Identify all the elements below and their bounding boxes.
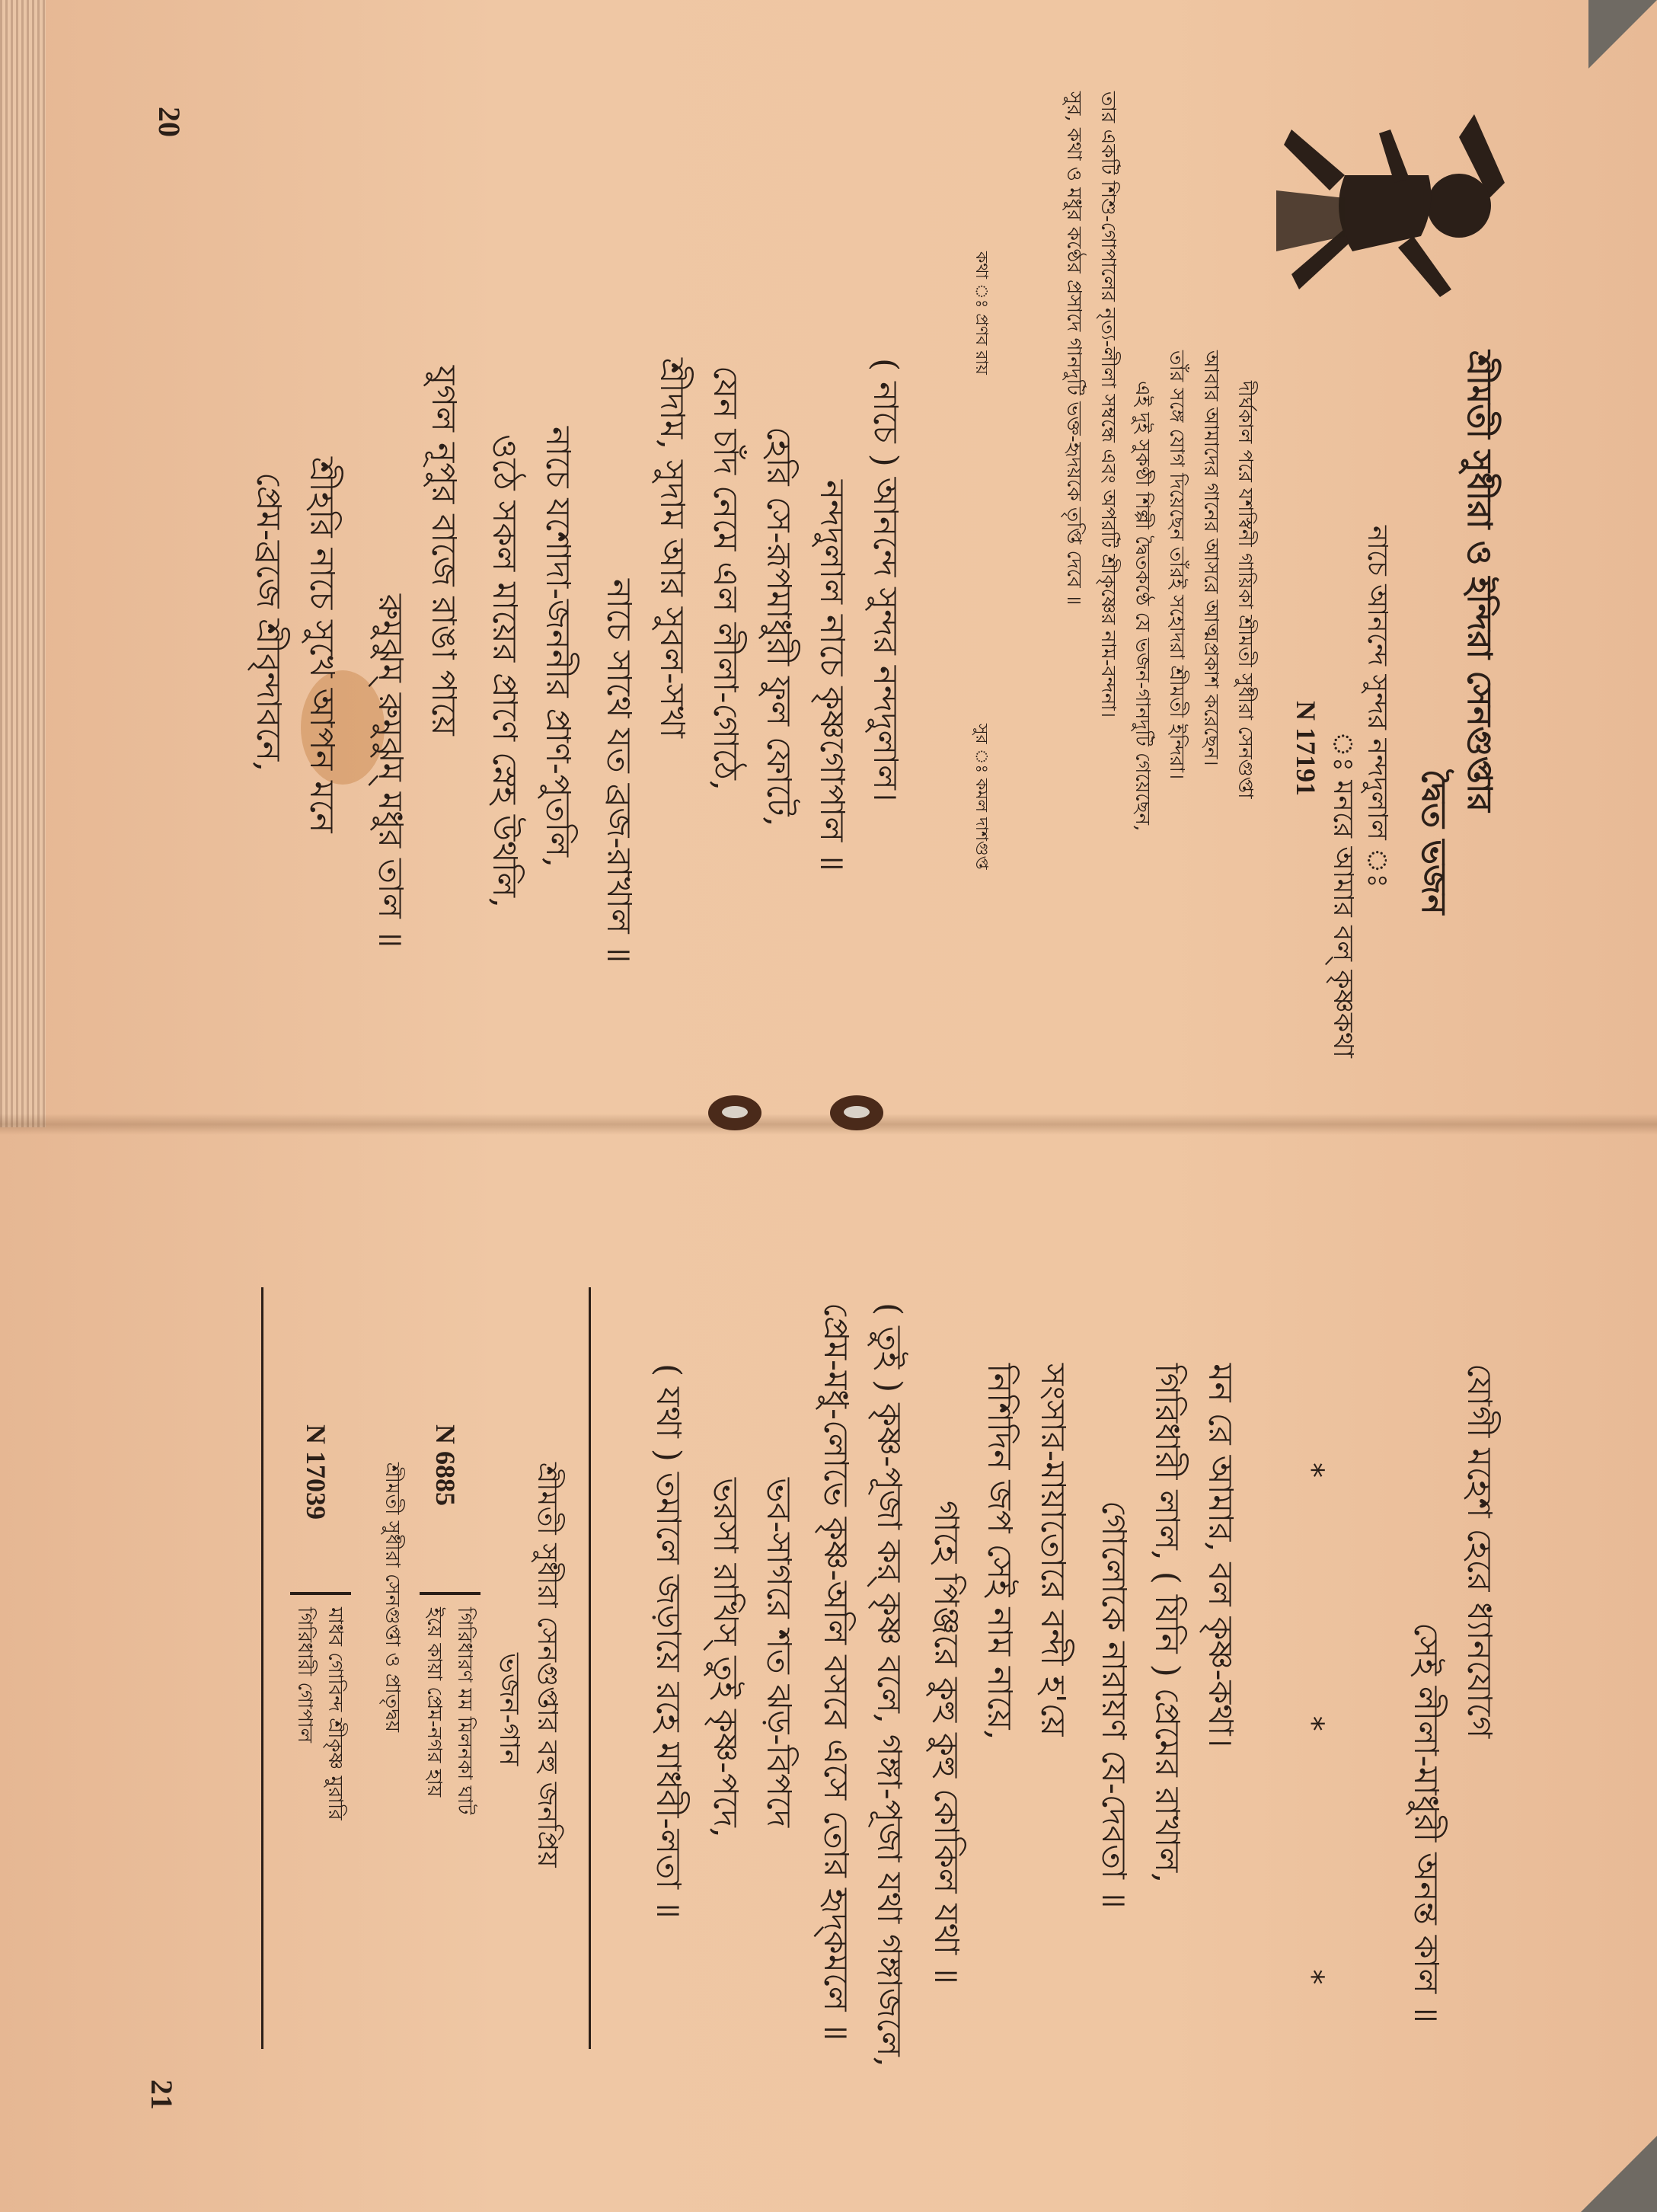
lyric-line: হেরি সে-রূপমাধুরী ফুল ফোটে,: [759, 427, 798, 827]
record-number: N 17039: [301, 1424, 331, 1520]
lyric-line: মন রে আমার, বল কৃষ্ণ-কথা।: [1201, 1363, 1240, 1748]
lyric-line: সেই লীলা-মাধুরী অনন্ত কাল ॥: [1406, 1622, 1445, 2024]
record-number: N 6885: [430, 1424, 461, 1506]
lyric-line: ভব-সাগরে শত ঝড়-বিপদে: [759, 1478, 798, 1828]
lyric-line: গোলোকে নারায়ণ যে-দেবতা ॥: [1094, 1501, 1133, 1909]
lyric-line: প্রেম-ব্রজে শ্রীবৃন্দাবনে,: [249, 472, 288, 772]
page-20: [0, 0, 1657, 1097]
lyric-line: গাহে পিঞ্জরে কুহু কুহু কোকিল যথা ॥: [927, 1501, 966, 1985]
lyric-line: শ্রীদাম, সুদাম আর সুবল-সখা: [653, 358, 691, 738]
lyric-line: ( নাচে ) আনন্দে সুন্দর নন্দদুলাল।: [866, 358, 905, 802]
page-21: [0, 1135, 1657, 2212]
dancing-krishna-illustration: [1266, 84, 1520, 312]
lyric-line: রুমুঝুম্ রুমুঝুম্ মধুর তাল ॥: [371, 594, 410, 948]
lyric-line: শ্রীহরি নাচে সুখে আপন মনে: [302, 457, 341, 833]
page-number: 21: [145, 2079, 179, 2110]
left-subtitle: দ্বৈত ভজন: [1414, 769, 1453, 915]
record-number: N 17191: [1291, 701, 1321, 796]
record-song: ইয়ে কায়া প্রেম-নগর হায়: [423, 1607, 445, 1798]
lyric-line: প্রেম-মধু-লোভে কৃষ্ণ-অলি বসবে এসে তোর হৃদ্কমলে ॥: [816, 1303, 855, 2041]
lyric-line: যেন চাঁদ নেমে এল লীলা-গোঠে,: [706, 366, 745, 791]
lyric-line: যোগী মহেশ হেরে ধ্যানযোগে: [1460, 1363, 1499, 1739]
song-title-2: ঃ মনরে আমার বল্ কৃষ্ণকথা: [1327, 731, 1358, 1058]
lyric-line: ( যথা ) তমালে জড়ায়ে রহে মাধবী-লতা ॥: [649, 1363, 688, 1919]
lyric-line: নিশিদিন জপ সেই নাম নায়ে,: [980, 1363, 1019, 1741]
page-number: 20: [152, 107, 187, 137]
lyric-line: যুগল নূপুর বাজে রাঙা পায়ে: [424, 366, 463, 736]
box-rule-top: [589, 1287, 591, 2049]
intro-paragraph-line: সুর, কথা ও মধুর কণ্ঠের প্রসাদে গানদুটি ভক্ত-হৃদয়কে তৃপ্তি দেবে ॥: [1062, 91, 1085, 606]
intro-paragraph-line: আবার আমাদের গানের আসরে আত্মপ্রকাশ করেছেন।: [1199, 350, 1222, 766]
record-bracket: [290, 1592, 351, 1595]
box-rule-bottom: [261, 1287, 263, 2049]
lyric-line: গিরিধারী লাল, ( যিনি ) প্রেমের রাখাল,: [1148, 1363, 1186, 1884]
box-subheader: ভজন-গান: [493, 1653, 525, 1766]
lyric-line: সংসার-মায়াতোরে বন্দী হ'য়ে: [1033, 1363, 1072, 1737]
intro-paragraph-line: দীর্ঘকাল পরে যশস্বিনী গায়িকা শ্রীমতী সুধীরা সেনগুপ্তা: [1234, 381, 1256, 799]
song-title-1: নাচে আনন্দে সুন্দর নন্দদুলাল ঃ: [1362, 526, 1393, 888]
record-song: মাধব গোবিন্দ শ্রীকৃষ্ণ মুরারি: [324, 1607, 346, 1820]
lyric-line: নাচে সাথে যত ব্রজ-রাখাল ॥: [599, 579, 638, 964]
record-artist: শ্রীমতী সুধীরা সেনগুপ্তা ও প্রাতৃদ্বয়: [381, 1462, 404, 1733]
left-title: শ্রীমতী সুধীরা ও ইন্দিরা সেনগুপ্তার: [1460, 350, 1499, 812]
lyric-line: ওঠে সকল মায়ের প্রাণে স্নেহ উথলি,: [485, 434, 524, 908]
composer-credit: সুর ঃ কমল দাশগুপ্ত: [972, 724, 991, 870]
lyric-line: ভরসা রাখিস্ তুই কৃষ্ণ-পদে,: [706, 1478, 745, 1838]
lyric-line: ( তুই ) কৃষ্ণ-পূজা কর্ কৃষ্ণ বলে, গঙ্গা-পূজা যথা গঙ্গাজলে,: [870, 1303, 908, 2067]
lyric-line: নাচে যশোদা-জননীর প্রাণ-পুতলি,: [538, 427, 577, 868]
intro-paragraph-line: এই দুই সুকণ্ঠী শিল্পী দ্বৈতকণ্ঠে যে ভজন-গানদুটি গেয়েছেন,: [1131, 381, 1154, 832]
record-bracket: [420, 1592, 480, 1595]
lyric-line: নন্দদুলাল নাচে কৃষ্ণগোপাল ॥: [813, 480, 851, 872]
section-divider-stars: * * *: [1295, 1462, 1330, 2099]
intro-paragraph-line: তার একটি শিশু-গোপালের নৃত্য-লীলা সম্বন্ধে এবং অপরটি শ্রীকৃষ্ণের নাম-বন্দনা।: [1097, 91, 1119, 718]
intro-paragraph-line: তাঁর সঙ্গে যোগ দিয়েছেন তাঁরই সহোদরা শ্রীমতী ইন্দিরা।: [1165, 350, 1188, 780]
box-header: শ্রীমতী সুধীরা সেনগুপ্তার বহু জনপ্রিয়: [532, 1462, 563, 1868]
record-song: গিরিধারণ মম মিলনকা ঘাট: [453, 1607, 476, 1815]
record-song: গিরিধারী গোপাল: [293, 1607, 316, 1744]
lyricist-credit: কথা ঃ প্রণব রায়: [972, 251, 991, 375]
